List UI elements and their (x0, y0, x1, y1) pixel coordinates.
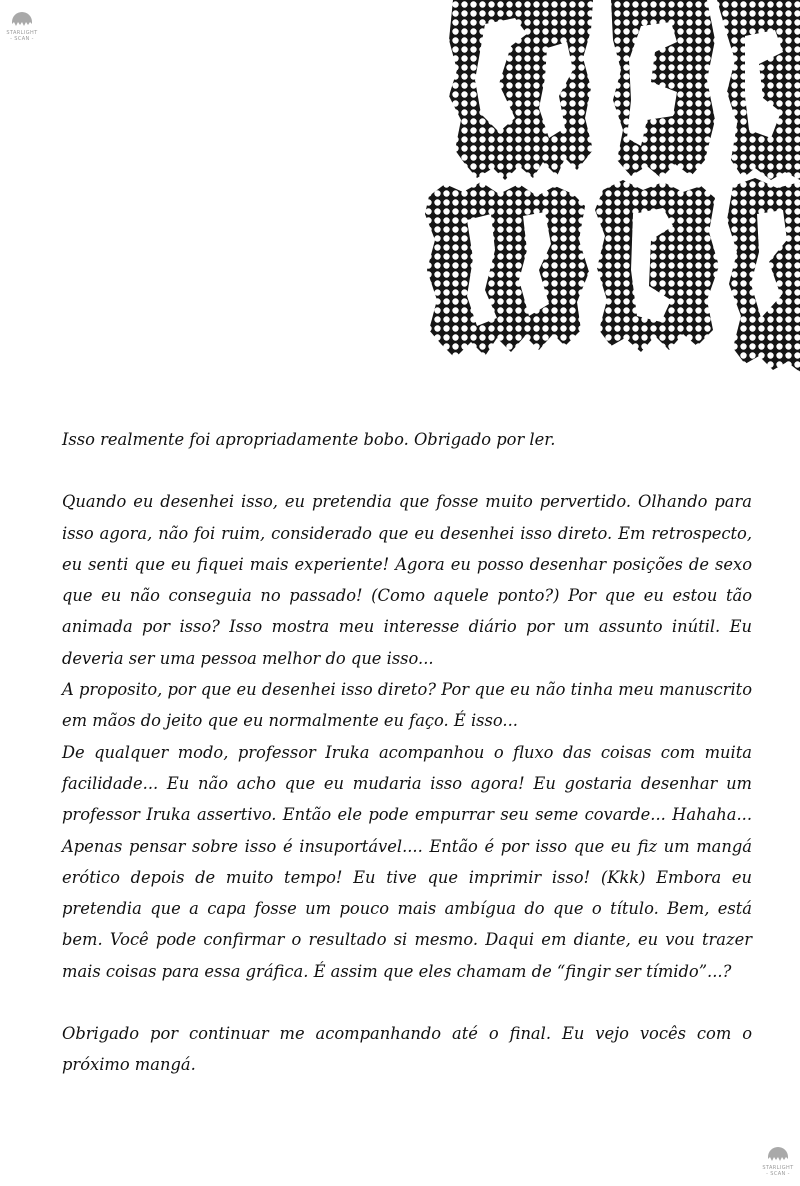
title-artwork (415, 0, 800, 372)
afterword-text (62, 424, 752, 1081)
afterword-paragraph-1: Quando eu desenhei isso, eu pretendia que fosse muito pervertido. Olhando para isso agora, não foi ruim, considerado que eu desenhei isso direto. Em retrospecto, eu senti que eu fiquei mais experiente! Agora eu posso desenhar posições de sexo que eu não conseguia no passado! (Como aquele ponto?) Por que eu estou tão animada por isso? Isso mostra meu interesse diário por um assunto inútil. Eu deveria ser uma pessoa melhor do que isso... (62, 492, 752, 668)
watermark-logo-icon (9, 8, 35, 30)
watermark-bottom (758, 1143, 798, 1177)
watermark-title: STARLIGHT (6, 30, 38, 36)
afterword-paragraph-2: A proposito, por que eu desenhei isso direto? Por que eu não tinha meu manuscrito em mãos do jeito que eu normalmente eu faço. É isso... (62, 680, 752, 731)
watermark-logo-icon (765, 1143, 791, 1165)
paragraph-spacer (62, 455, 752, 486)
afterword-closing: Obrigado por continuar me acompanhando até o final. Eu vejo vocês com o próximo mangá. (62, 1024, 752, 1075)
watermark-top (2, 8, 42, 42)
afterword-intro: Isso realmente foi apropriadamente bobo. Obrigado por ler. (62, 430, 556, 449)
watermark-subtitle: - SCAN - (10, 36, 34, 42)
watermark-title: STARLIGHT (762, 1165, 794, 1171)
watermark-subtitle: - SCAN - (766, 1171, 790, 1177)
paragraph-spacer (62, 987, 752, 1018)
halftone-title-lettering-icon (415, 0, 800, 372)
afterword-paragraph-3: De qualquer modo, professor Iruka acompanhou o fluxo das coisas com muita facilidade... Eu não acho que eu mudaria isso agora! Eu gostaria desenhar um professor Iruka assertivo. Então ele pode empurrar seu seme covarde... Hahaha... Apenas pensar sobre isso é insuportável.... Então é por isso que eu fiz um mangá erótico depois de muito tempo! Eu tive que imprimir isso! (Kkk) Embora eu pretendia que a capa fosse um pouco mais ambígua do que o título. Bem, está bem. Você pode confirmar o resultado si mesmo. Daqui em diante, eu vou trazer mais coisas para essa gráfica. É assim que eles chamam de “fingir ser tímido”...? (62, 742, 752, 981)
